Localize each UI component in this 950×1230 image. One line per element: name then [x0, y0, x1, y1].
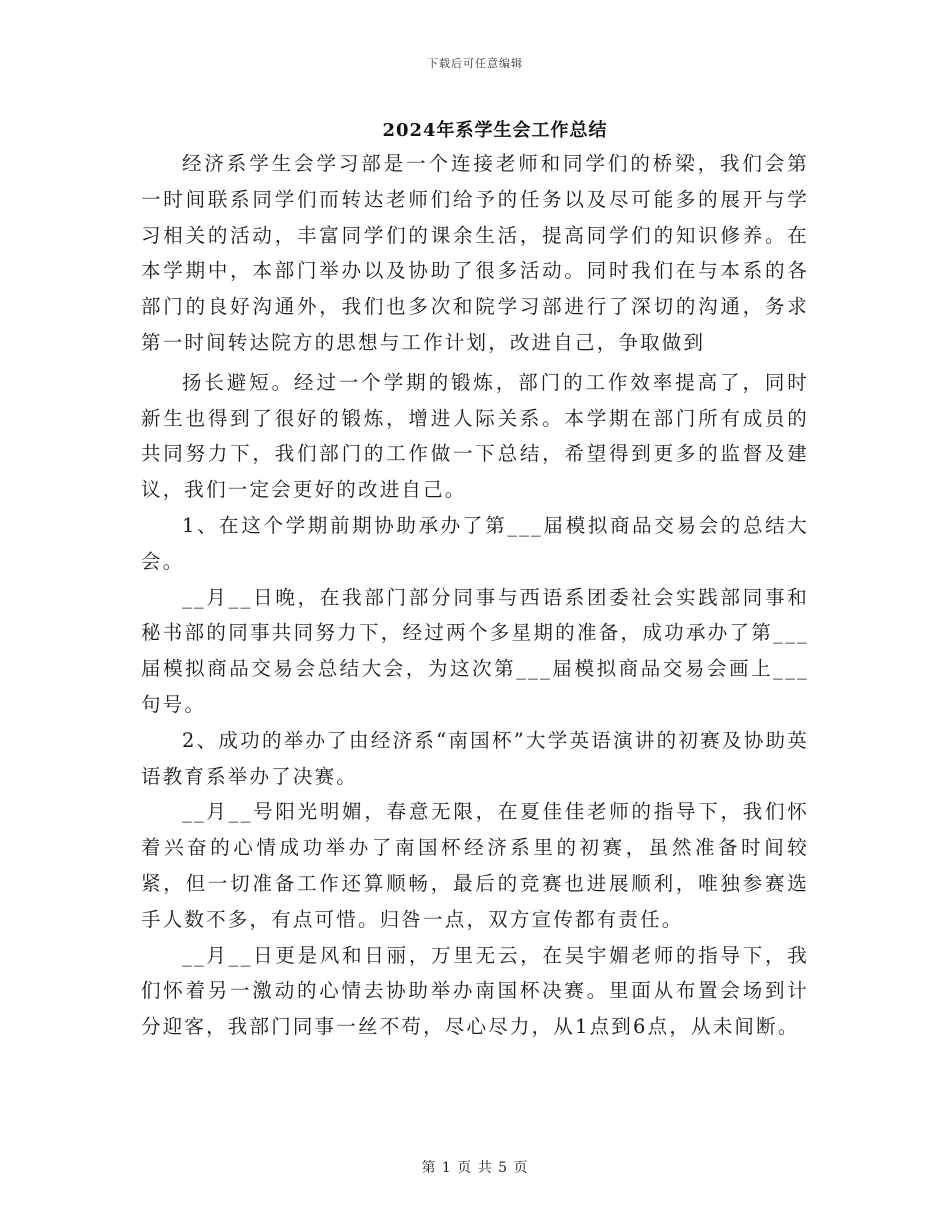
paragraph-6: __月__号阳光明媚，春意无限，在夏佳佳老师的指导下，我们怀着兴奋的心情成功举办了南国杯经济系里的初赛，虽然准备时间较紧，但一切准备工作还算顺畅，最后的竞赛也进展顺利，唯独参赛选手人数不多，有点可惜。归咎一点，双方宣传都有责任。 [141, 800, 809, 931]
page-indicator: 第 1 页 共 5 页 [421, 1160, 529, 1176]
header-note: 下载后可任意编辑 [427, 57, 523, 70]
paragraph-4: __月__日晚，在我部门部分同事与西语系团委社会实践部同事和秘书部的同事共同努力下，经过两个多星期的准备，成功承办了第___届模拟商品交易会总结大会，为这次第___届模拟商品交易会画上___句号。 [141, 585, 809, 716]
paragraph-2: 扬长避短。经过一个学期的锻炼，部门的工作效率提高了，同时新生也得到了很好的锻炼，增进人际关系。本学期在部门所有成员的共同努力下，我们部门的工作做一下总结，希望得到更多的监督及建议，我们一定会更好的改进自己。 [141, 370, 809, 502]
document-body [141, 146, 809, 1045]
paragraph-3: 1、在这个学期前期协助承办了第___届模拟商品交易会的总结大会。 [141, 513, 809, 573]
paragraph-7: __月__日更是风和日丽，万里无云，在吴宇媚老师的指导下，我们怀着另一激动的心情去协助举办南国杯决赛。里面从布置会场到计分迎客，我部门同事一丝不苟，尽心尽力，从1点到6点，从未间断。 [141, 943, 809, 1039]
paragraph-1: 经济系学生会学习部是一个连接老师和同学们的桥梁，我们会第一时间联系同学们而转达老师们给予的任务以及尽可能多的展开与学习相关的活动，丰富同学们的课余生活，提高同学们的知识修养。在本学期中，本部门举办以及协助了很多活动。同时我们在与本系的各部门的良好沟通外，我们也多次和院学习部进行了深切的沟通，务求第一时间转达院方的思想与工作计划，改进自己，争取做到 [141, 152, 809, 354]
paragraph-5: 2、成功的举办了由经济系“南国杯”大学英语演讲的初赛及协助英语教育系举办了决赛。 [141, 728, 809, 788]
document-title: 2024年系学生会工作总结 [382, 120, 608, 141]
